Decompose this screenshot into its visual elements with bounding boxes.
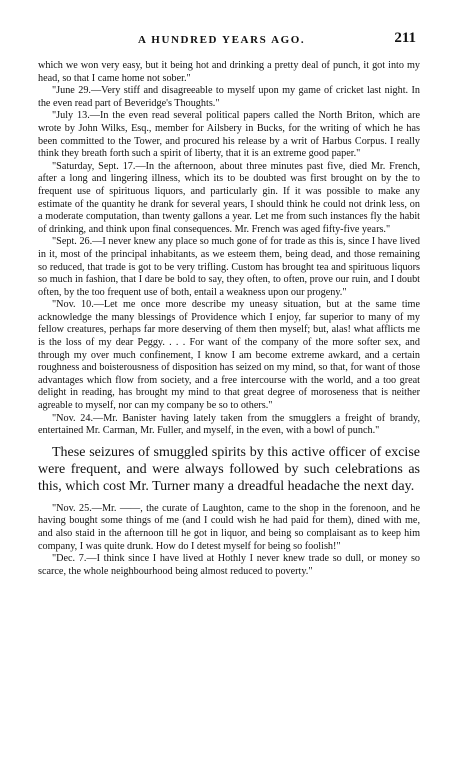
paragraph-july-13: "July 13.—In the even read several political papers called the North Briton, which are wrote by John Wilks, Esq., member for Ailsbery in Bucks, for the writing of which he has been committed to the Tower, and procured his release by a writ of Harbus Corpus. I really think they breath forth such a spirit of liberty, that it is an extreme good paper." bbox=[38, 110, 420, 160]
page-header bbox=[38, 30, 420, 50]
diary-excerpts bbox=[38, 60, 420, 438]
paragraph-june-29: "June 29.—Very stiff and disagreeable to myself upon my game of cricket last night. In the even read part of Beveridge's Thoughts." bbox=[38, 85, 420, 109]
paragraph-nov-10: "Nov. 10.—Let me once more describe my uneasy situation, but at the same time acknowledge the many blessings of Providence which I enjoy, far superior to many of my fellow creatures, perhaps far more deserving of them then myself; but, alas! what afflicts me is the loss of my dear Peggy. . . . For want of the company of the more softer sex, and through my over much confinement, I know I am become extreme awkard, and a certain roughness and boisterousness of disposition has seized on my mind, so that, for want of those advantages which flow from society, and a free intercourse with the world, and a too great delight in reading, has brought my mind to that great degree of moroseness that is neither agreable to myself, nor can my company be so to others." bbox=[38, 299, 420, 412]
paragraph-sept-26: "Sept. 26.—I never knew any place so much gone of for trade as this is, since I have lived in it, most of the principal inhabitants, as we esteem them, being dead, and those remaining so reduced, that trade is got to be very trifling. Custom has brought tea and spirituous liquors so much in fashion, that I dare be bold to say, they often, to often, prove our ruin, and I doubt often, by the too frequent use of both, entail a weakness upon our progeny." bbox=[38, 236, 420, 298]
paragraph-sept-17: "Saturday, Sept. 17.—In the afternoon, about three minutes past five, died Mr. French, after a long and lingering illness, which its to be doubted was first brought on by the to frequent use of spirituous liquors, and particularly gin. If it was possible to make any estimate of the quantity he drank for several years, I should think he could not drink less, on a moderate computation, than twenty gallons a year. Let me from such instances fly the habit of drinking, and think upon final consequences. Mr. French was aged fifty-five years." bbox=[38, 160, 420, 235]
paragraph-continued: which we won very easy, but it being hot and drinking a pretty deal of punch, it got into my head, so that I came home not sober." bbox=[38, 60, 420, 84]
paragraph-nov-24: "Nov. 24.—Mr. Banister having lately taken from the smugglers a freight of brandy, entertained Mr. Carman, Mr. Fuller, and myself, in the even, with a bowl of punch." bbox=[38, 412, 420, 437]
paragraph-dec-7: "Dec. 7.—I think since I have lived at Hothly I never knew trade so dull, or money so scarce, the whole neighbourhood being almost reduced to poverty." bbox=[38, 553, 420, 577]
running-title: A HUNDRED YEARS AGO. bbox=[138, 34, 306, 46]
editorial-commentary bbox=[38, 444, 420, 495]
paragraph-nov-25: "Nov. 25.—Mr. ——, the curate of Laughton, came to the shop in the forenoon, and he having bought some things of me (and I could wish he had paid for them), dined with me, and also staid in the afternoon till he got in liquor, and being so complaisant as to keep him company, I was quite drunk. How do I detest myself for being so foolish!" bbox=[38, 502, 420, 552]
commentary-text: These seizures of smuggled spirits by this active officer of excise were frequent, and were always followed by such celebrations as this, which cost Mr. Turner many a dreadful headache the next day. bbox=[38, 444, 420, 494]
diary-excerpts-continued bbox=[38, 503, 420, 579]
page-number: 211 bbox=[394, 30, 416, 46]
